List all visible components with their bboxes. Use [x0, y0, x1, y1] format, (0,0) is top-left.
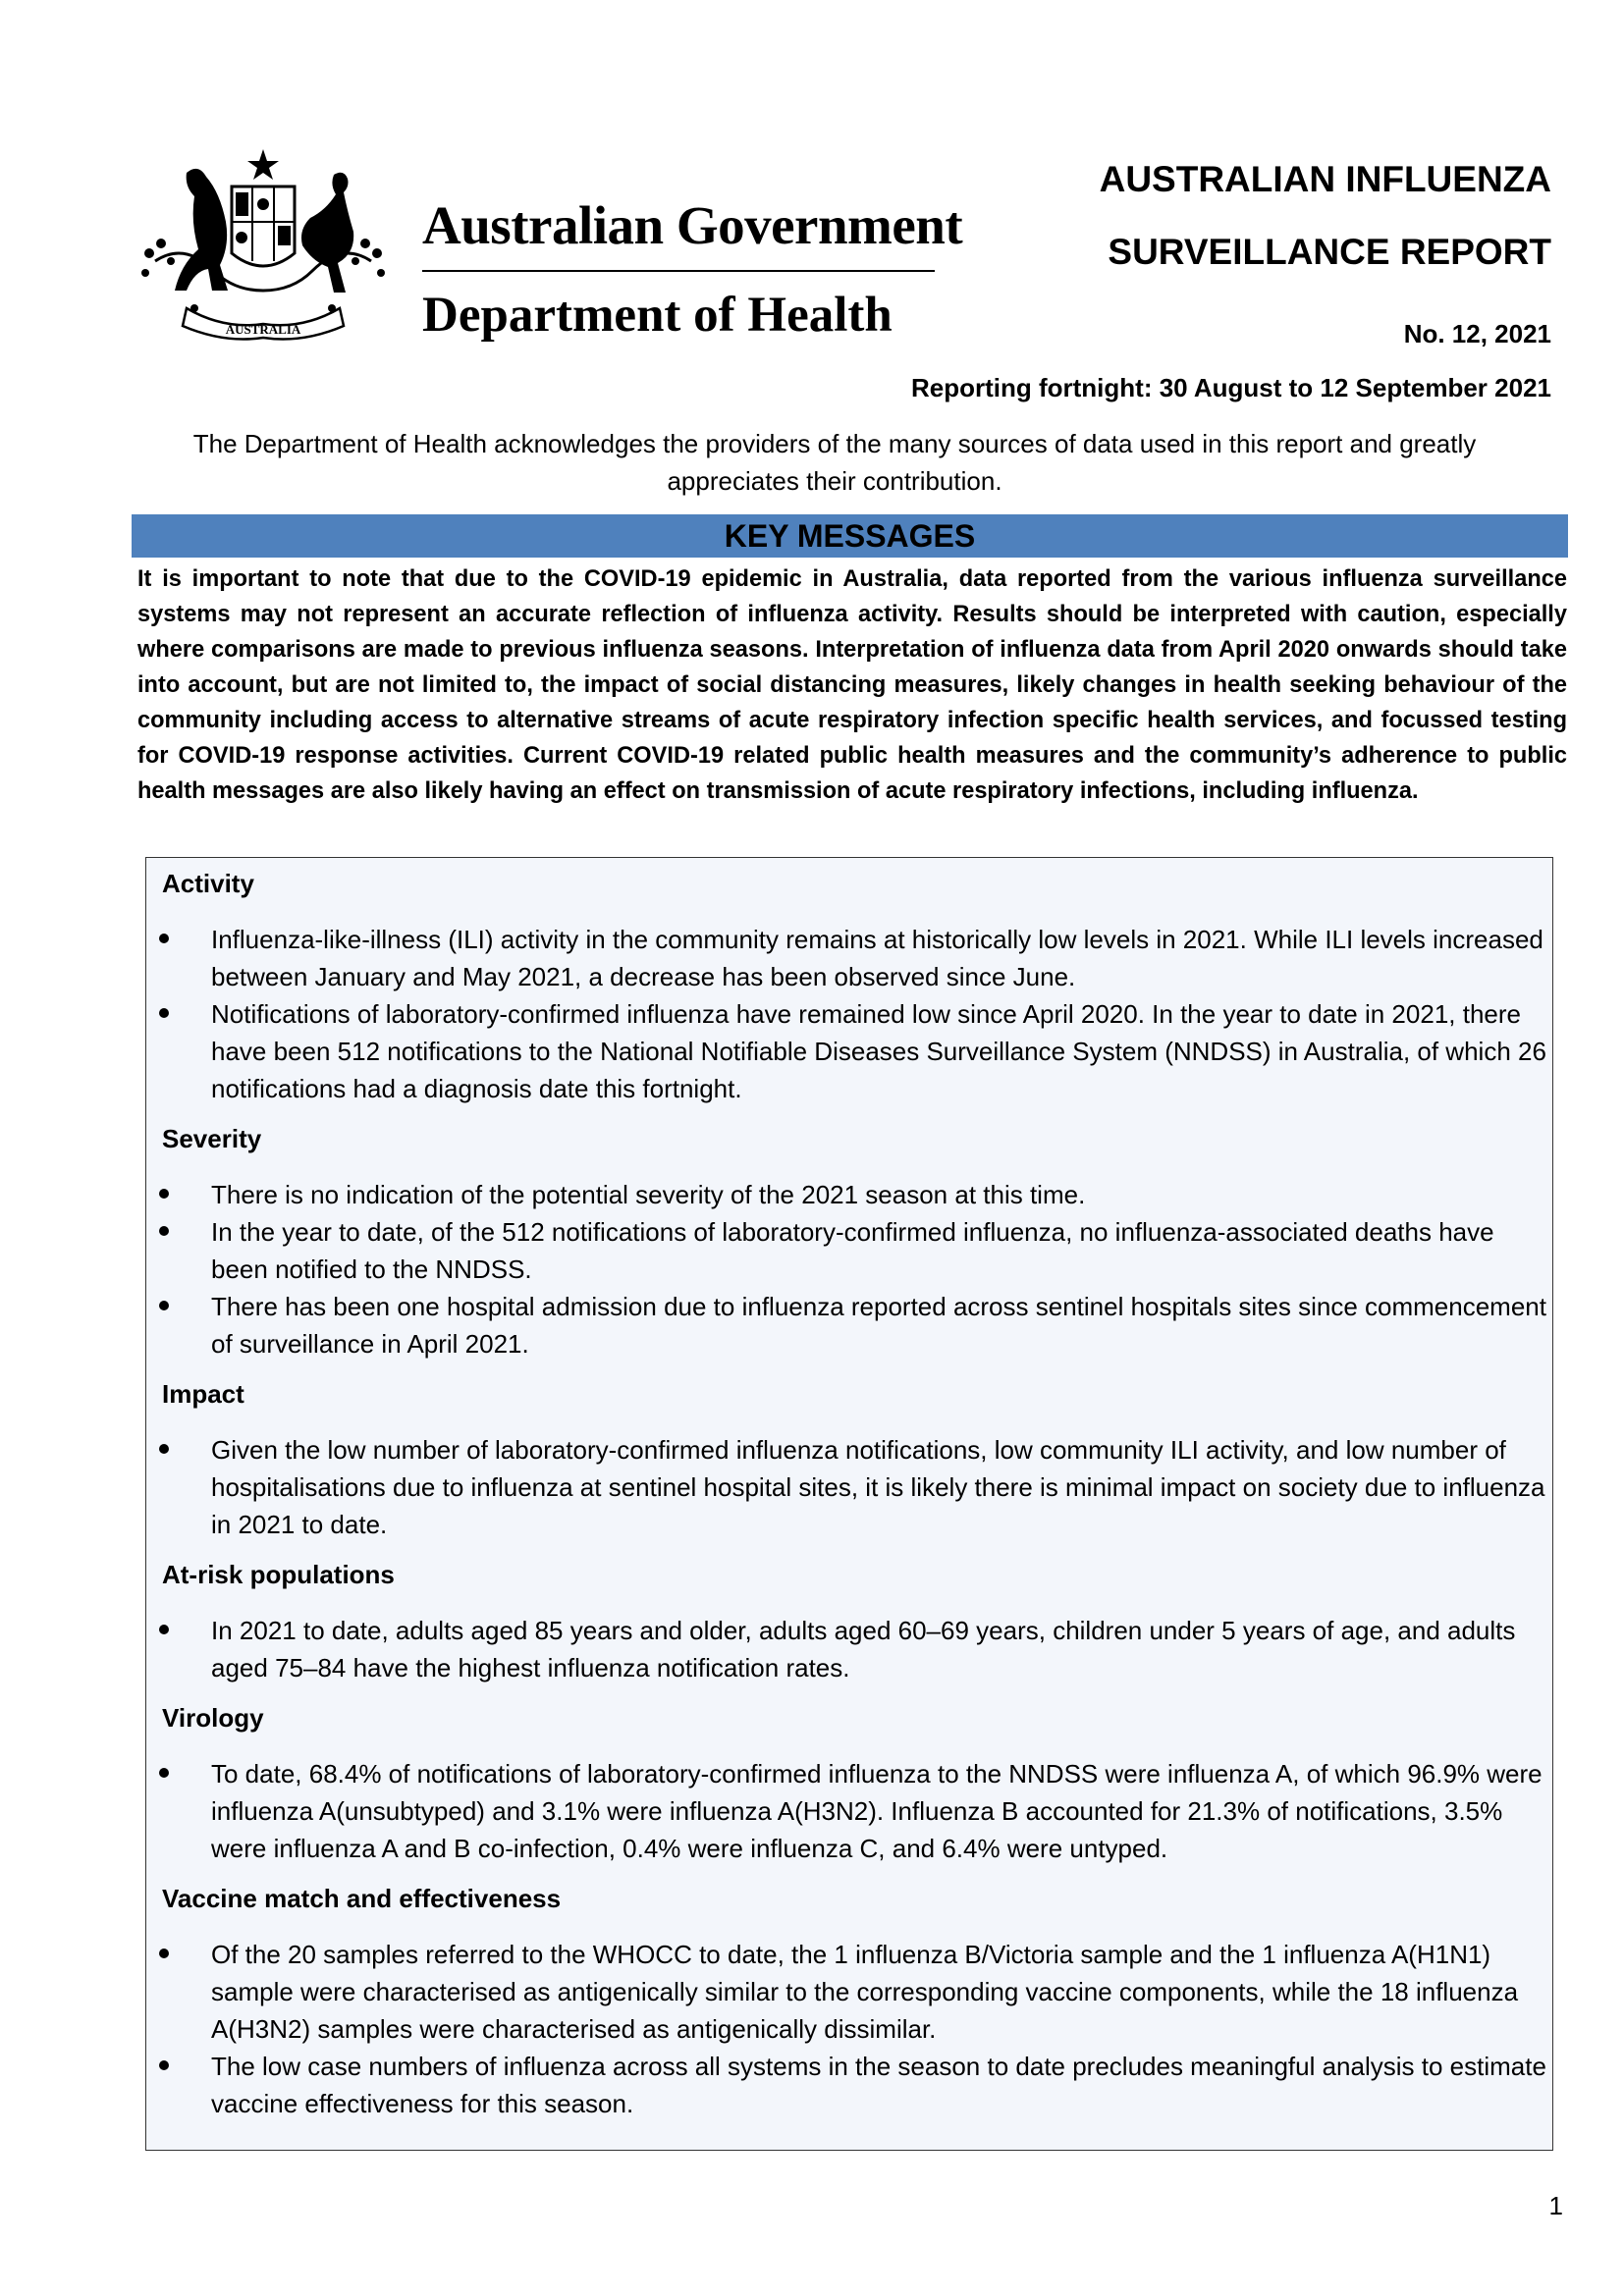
government-logo — [126, 143, 963, 354]
list-item: Notifications of laboratory-confirmed influenza have remained low since April 2020. In the year to date in 2021, there have been 512 notifications to the National Notifiable Diseases Surveillance System (NNDSS) in Australia, of which 26 notifications had a diagnosis date this fortnight. — [211, 995, 1546, 1107]
list-item: Given the low number of laboratory-confirmed influenza notifications, low community ILI activity, and low number of hospitalisations due to influenza at sentinel hospital sites, it is likely there is minimal impact on society due to influenza in 2021 to date. — [211, 1431, 1546, 1543]
list-item: The low case numbers of influenza across all systems in the season to date precludes meaningful analysis to estimate vaccine effectiveness for this season. — [211, 2048, 1546, 2122]
list-item: Influenza-like-illness (ILI) activity in the community remains at historically low levels in 2021. While ILI levels increased between January and May 2021, a decrease has been observed since June. — [211, 921, 1546, 995]
section-heading-vaccine: Vaccine match and effectiveness — [162, 1884, 562, 1913]
list-item: In 2021 to date, adults aged 85 years and older, adults aged 60–69 years, children under 5 years of age, and adults aged 75–84 have the highest influenza notification rates. — [211, 1612, 1546, 1686]
list-item: Of the 20 samples referred to the WHOCC to date, the 1 influenza B/Victoria sample and the 1 influenza A(H1N1) sample were characterised as antigenically similar to the corresponding vaccine components, while the 18 influenza A(H3N2) samples were characterised as antigenically dissimilar. — [211, 1936, 1546, 2048]
bullet-icon — [159, 2060, 169, 2070]
coat-of-arms-icon — [126, 143, 401, 349]
bullet-icon — [159, 934, 169, 943]
department-name: Department of Health — [422, 288, 893, 343]
list-item: There is no indication of the potential severity of the 2021 season at this time. — [211, 1176, 1546, 1213]
bullet-icon — [159, 1949, 169, 1958]
list-item: To date, 68.4% of notifications of laboratory-confirmed influenza to the NNDSS were influenza A, of which 96.9% were influenza A(unsubtyped) and 3.1% were influenza A(H3N2). Influenza B accounted for 21.3% of notifications, 3.5% were influenza A and B co-infection, 0.4% were influenza C, and 6.4% were untyped. — [211, 1755, 1546, 1867]
report-number: No. 12, 2021 — [1403, 319, 1551, 348]
report-title-line1: AUSTRALIAN INFLUENZA — [1099, 159, 1551, 199]
key-messages-intro: It is important to note that due to the COVID-19 epidemic in Australia, data reported from the various influenza surveillance systems may not represent an accurate reflection of influenza activity. Results should be interpreted with caution, especially where comparisons are made to previous influenza seasons. Interpretation of influenza data from April 2020 onwards should take into account, but are not limited to, the impact of social distancing measures, likely changes in health seeking behaviour of the community including access to alternative streams of acute respiratory infection specific health services, and focussed testing for COVID-19 response activities. Current COVID-19 related public health measures and the community’s adherence to public health messages are also likely having an effect on transmission of acute respiratory infections, including influenza. — [137, 566, 1567, 804]
page-number: 1 — [1548, 2191, 1563, 2220]
section-heading-virology: Virology — [162, 1703, 264, 1733]
logo-divider — [422, 270, 935, 272]
key-messages-heading: KEY MESSAGES — [132, 514, 1568, 558]
government-name: Australian Government — [422, 195, 963, 255]
bullet-icon — [159, 1444, 169, 1454]
key-messages-box — [145, 857, 1553, 2151]
report-title — [1100, 143, 1551, 289]
bullet-icon — [159, 1008, 169, 1018]
section-heading-impact: Impact — [162, 1379, 244, 1409]
acknowledgement: The Department of Health acknowledges the providers of the many sources of data used in this report and greatly appreciates their contribution. — [192, 429, 1477, 496]
bullet-icon — [159, 1189, 169, 1199]
list-item: There has been one hospital admission due to influenza reported across sentinel hospitals sites since commencement of surveillance in April 2021. — [211, 1288, 1546, 1362]
bullet-icon — [159, 1301, 169, 1310]
section-heading-activity: Activity — [162, 869, 254, 898]
reporting-fortnight: Reporting fortnight: 30 August to 12 September 2021 — [910, 373, 1551, 402]
section-heading-at-risk: At-risk populations — [162, 1560, 395, 1589]
bullet-icon — [159, 1768, 169, 1778]
crest-scroll-label: AUSTRALIA — [225, 322, 301, 337]
bullet-icon — [159, 1226, 169, 1236]
bullet-icon — [159, 1625, 169, 1634]
list-item: In the year to date, of the 512 notifications of laboratory-confirmed influenza, no influenza-associated deaths have been notified to the NNDSS. — [211, 1213, 1546, 1288]
section-heading-severity: Severity — [162, 1124, 262, 1153]
report-title-line2: SURVEILLANCE REPORT — [1108, 232, 1551, 272]
